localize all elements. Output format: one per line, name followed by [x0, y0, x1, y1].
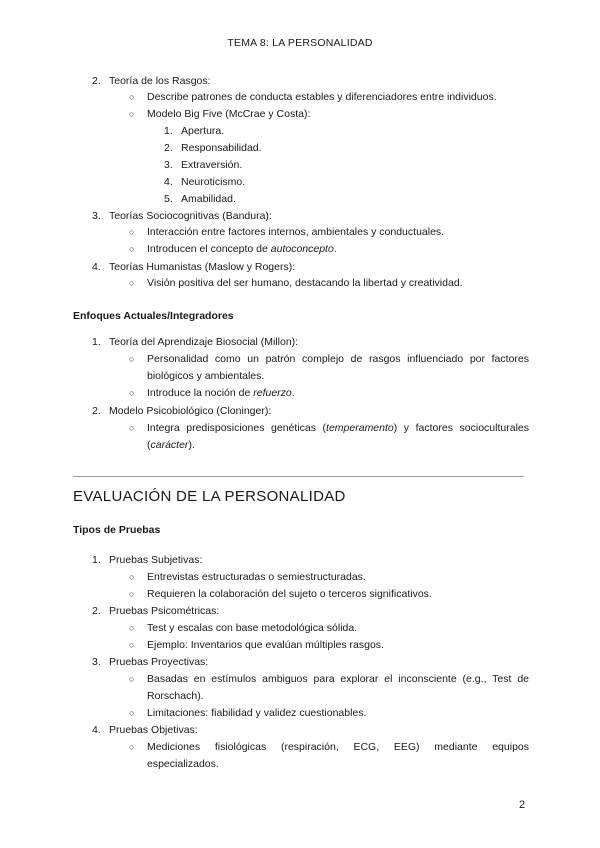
list-item: Entrevistas estructuradas o semiestructuradas.: [147, 571, 366, 583]
list-number: 2.: [92, 605, 101, 617]
bullet-icon: ○: [129, 572, 135, 582]
list-item-title: Teorías Humanistas (Maslow y Rogers):: [109, 261, 296, 273]
list-item: (carácter).: [147, 439, 195, 451]
bullet-icon: ○: [129, 92, 135, 102]
list-item: Integra predisposiciones genéticas (temperamento) y factores socioculturales: [147, 422, 529, 434]
list-item: Introducen el concepto de autoconcepto.: [147, 243, 337, 255]
list-item: Apertura.: [181, 125, 225, 137]
list-number: 5.: [164, 193, 173, 205]
list-item-title: Teorías Sociocognitivas (Bandura):: [109, 210, 272, 222]
list-item-title: Teoría de los Rasgos:: [109, 75, 211, 87]
list-number: 2.: [92, 405, 101, 417]
list-number: 4.: [92, 261, 101, 273]
bullet-icon: ○: [129, 278, 135, 288]
bullet-icon: ○: [129, 674, 135, 684]
list-item: Visión positiva del ser humano, destacando la libertad y creatividad.: [147, 277, 463, 289]
list-item: Requieren la colaboración del sujeto o terceros significativos.: [147, 588, 432, 600]
bullet-icon: ○: [129, 742, 135, 752]
list-item: Neuroticismo.: [181, 176, 246, 188]
list-item-title: Pruebas Psicométricas:: [109, 605, 220, 617]
bullet-icon: ○: [129, 354, 135, 364]
list-number: 1.: [92, 554, 101, 566]
divider: [73, 476, 524, 477]
list-number: 3.: [164, 159, 173, 171]
list-number: 2.: [164, 142, 173, 154]
list-item: biológicos y ambientales.: [147, 370, 265, 382]
bullet-icon: ○: [129, 388, 135, 398]
list-item-title: Pruebas Objetivas:: [109, 724, 198, 736]
list-number: 3.: [92, 210, 101, 222]
page-header: TEMA 8: LA PERSONALIDAD: [227, 37, 373, 49]
list-item: Describe patrones de conducta estables y diferenciadores entre individuos.: [147, 91, 497, 103]
list-item-title: Pruebas Proyectivas:: [109, 656, 209, 668]
list-number: 1.: [164, 125, 173, 137]
list-item: Personalidad como un patrón complejo de rasgos influenciado por factores: [147, 353, 529, 365]
bullet-icon: ○: [129, 708, 135, 718]
subheading: Enfoques Actuales/Integradores: [73, 310, 234, 322]
bullet-icon: ○: [129, 244, 135, 254]
list-number: 3.: [92, 656, 101, 668]
list-item: Extraversión.: [181, 159, 243, 171]
list-item: Test y escalas con base metodológica sólida.: [147, 622, 358, 634]
list-number: 4.: [164, 176, 173, 188]
list-item-title: Teoría del Aprendizaje Biosocial (Millon):: [109, 336, 299, 348]
bullet-icon: ○: [129, 640, 135, 650]
bullet-icon: ○: [129, 623, 135, 633]
list-item: Rorschach).: [147, 690, 204, 702]
list-number: 4.: [92, 724, 101, 736]
list-item: especializados.: [147, 758, 219, 770]
list-item: Ejemplo: Inventarios que evalúan múltiples rasgos.: [147, 639, 384, 651]
list-number: 2.: [92, 75, 101, 87]
list-item-title: Modelo Psicobiológico (Cloninger):: [109, 405, 272, 417]
page-number: 2: [519, 799, 526, 811]
bullet-icon: ○: [129, 423, 135, 433]
list-item: Limitaciones: fiabilidad y validez cuestionables.: [147, 707, 367, 719]
list-item: Introduce la noción de refuerzo.: [147, 387, 295, 399]
list-item: Responsabilidad.: [181, 142, 262, 154]
list-item: Modelo Big Five (McCrae y Costa):: [147, 108, 311, 120]
list-item: Basadas en estímulos ambiguos para explorar el inconsciente (e.g., Test de: [147, 673, 529, 685]
bullet-icon: ○: [129, 227, 135, 237]
section-title: EVALUACIÓN DE LA PERSONALIDAD: [73, 488, 346, 505]
list-item: Interacción entre factores internos, ambientales y conductuales.: [147, 226, 445, 238]
bullet-icon: ○: [129, 109, 135, 119]
list-item-title: Pruebas Subjetivas:: [109, 554, 203, 566]
bullet-icon: ○: [129, 589, 135, 599]
list-item: Amabilidad.: [181, 193, 236, 205]
list-item: Mediciones fisiológicas (respiración, ECG, EEG) mediante equipos: [147, 741, 529, 753]
subheading: Tipos de Pruebas: [73, 524, 161, 536]
list-number: 1.: [92, 336, 101, 348]
